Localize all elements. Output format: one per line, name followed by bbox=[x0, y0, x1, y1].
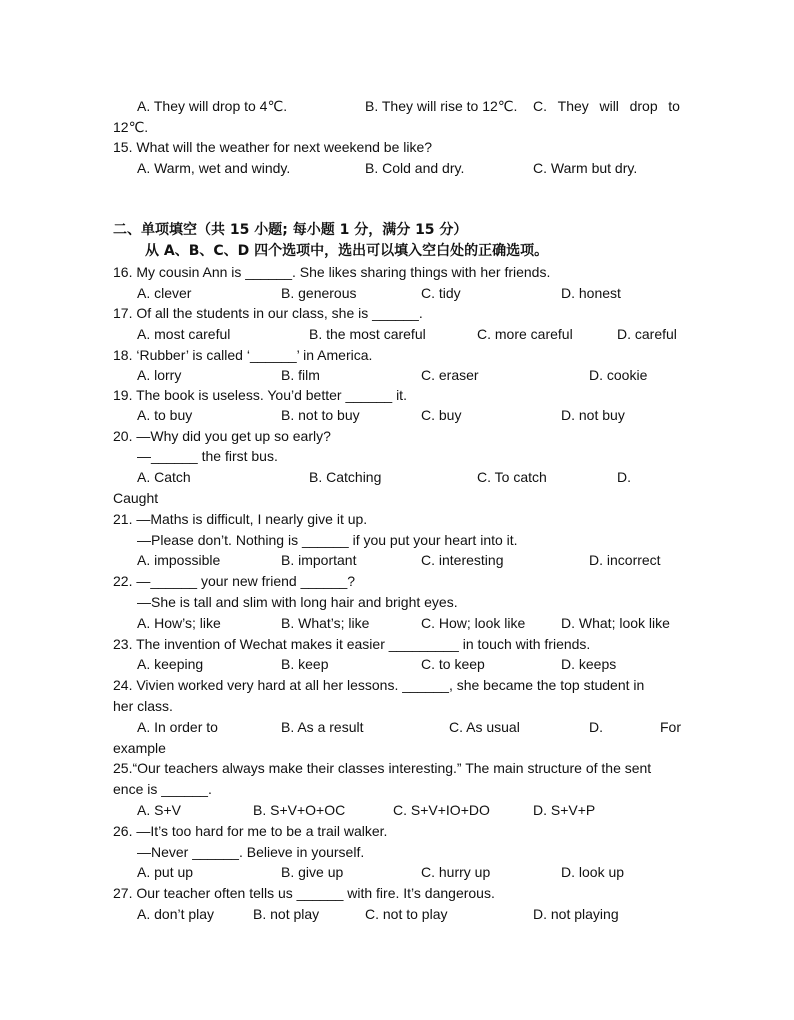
q17-option-b: B. the most careful bbox=[309, 326, 426, 342]
q23-option-c: C. to keep bbox=[421, 656, 485, 672]
q24-option-d-word: For bbox=[660, 719, 681, 735]
q25-option-b: B. S+V+O+OC bbox=[253, 802, 346, 818]
q18-option-a: A. lorry bbox=[137, 367, 182, 383]
q18-option-d: D. cookie bbox=[589, 367, 648, 383]
q26-option-d: D. look up bbox=[561, 864, 625, 880]
q16-option-a: A. clever bbox=[137, 285, 192, 301]
q14-option-b: B. They will rise to 12℃. bbox=[365, 98, 518, 114]
q19-option-a: A. to buy bbox=[137, 407, 193, 423]
q15-option-b: B. Cold and dry. bbox=[365, 160, 465, 176]
q26-option-b: B. give up bbox=[281, 864, 344, 880]
q27-option-b: B. not play bbox=[253, 906, 320, 922]
q16-option-c: C. tidy bbox=[421, 285, 461, 301]
q27-option-c: C. not to play bbox=[365, 906, 448, 922]
q20-option-a: A. Catch bbox=[137, 469, 191, 485]
q22-option-d: D. What; look like bbox=[561, 615, 670, 631]
q15-stem: 15. What will the weather for next weekend be like? bbox=[113, 139, 433, 155]
q24-stem: 24. Vivien worked very hard at all her lessons. ______, she became the top student in bbox=[113, 677, 645, 693]
q20-option-b: B. Catching bbox=[309, 469, 382, 485]
q21-option-b: B. important bbox=[281, 552, 357, 568]
section-instruction: 从 A、B、C、D 四个选项中，选出可以填入空白处的正确选项。 bbox=[145, 243, 549, 259]
q25-option-a: A. S+V bbox=[137, 802, 181, 818]
q20-dialogue-line: —______ the first bus. bbox=[137, 448, 278, 464]
q24-stem-continued: her class. bbox=[113, 698, 173, 714]
q23-option-b: B. keep bbox=[281, 656, 329, 672]
q24-option-b: B. As a result bbox=[281, 719, 364, 735]
q19-option-d: D. not buy bbox=[561, 407, 625, 423]
q21-option-c: C. interesting bbox=[421, 552, 504, 568]
q24-option-a: A. In order to bbox=[137, 719, 218, 735]
q24-option-c: C. As usual bbox=[449, 719, 520, 735]
q25-option-d: D. S+V+P bbox=[533, 802, 596, 818]
q17-option-a: A. most careful bbox=[137, 326, 231, 342]
q25-stem: 25.“Our teachers always make their classes interesting.” The main structure of the sent bbox=[113, 760, 652, 776]
q19-stem: 19. The book is useless. You’d better ______ it. bbox=[113, 387, 407, 403]
q19-option-b: B. not to buy bbox=[281, 407, 360, 423]
q18-option-c: C. eraser bbox=[421, 367, 479, 383]
q18-stem: 18. ‘Rubber’ is called ‘______’ in America. bbox=[113, 347, 373, 363]
q26-stem: 26. —It’s too hard for me to be a trail walker. bbox=[113, 823, 388, 839]
q16-option-b: B. generous bbox=[281, 285, 357, 301]
q14-option-c: C. They will drop to bbox=[533, 98, 680, 114]
q23-option-a: A. keeping bbox=[137, 656, 204, 672]
q20-option-d-continued: Caught bbox=[113, 490, 159, 506]
q14-option-c-continued: 12℃. bbox=[113, 119, 149, 135]
q26-option-c: C. hurry up bbox=[421, 864, 491, 880]
q16-option-d: D. honest bbox=[561, 285, 621, 301]
q14-option-a: A. They will drop to 4℃. bbox=[137, 98, 288, 114]
q21-option-d: D. incorrect bbox=[589, 552, 661, 568]
q22-dialogue-line: —She is tall and slim with long hair and bright eyes. bbox=[137, 594, 458, 610]
q25-stem-continued: ence is ______. bbox=[113, 781, 212, 797]
q17-stem: 17. Of all the students in our class, she is ______. bbox=[113, 305, 423, 321]
q27-stem: 27. Our teacher often tells us ______ with fire. It’s dangerous. bbox=[113, 885, 495, 901]
q26-option-a: A. put up bbox=[137, 864, 194, 880]
q15-option-a: A. Warm, wet and windy. bbox=[137, 160, 291, 176]
q17-option-d: D. careful bbox=[617, 326, 677, 342]
q21-dialogue-line: —Please don’t. Nothing is ______ if you put your heart into it. bbox=[137, 532, 518, 548]
q20-option-d: D. bbox=[617, 469, 631, 485]
q18-option-b: B. film bbox=[281, 367, 320, 383]
q22-option-a: A. How’s; like bbox=[137, 615, 221, 631]
q21-stem: 21. —Maths is difficult, I nearly give it up. bbox=[113, 511, 368, 527]
q22-option-b: B. What’s; like bbox=[281, 615, 370, 631]
q22-stem: 22. —______ your new friend ______? bbox=[113, 573, 356, 589]
q15-option-c: C. Warm but dry. bbox=[533, 160, 638, 176]
q19-option-c: C. buy bbox=[421, 407, 462, 423]
q24-option-d-continued: example bbox=[113, 740, 166, 756]
section-heading: 二、单项填空（共 15 小题; 每小题 1 分，满分 15 分） bbox=[113, 222, 468, 238]
q23-option-d: D. keeps bbox=[561, 656, 617, 672]
q22-option-c: C. How; look like bbox=[421, 615, 526, 631]
q27-option-a: A. don’t play bbox=[137, 906, 215, 922]
q20-option-c: C. To catch bbox=[477, 469, 547, 485]
q23-stem: 23. The invention of Wechat makes it easier _________ in touch with friends. bbox=[113, 636, 591, 652]
q16-stem: 16. My cousin Ann is ______. She likes sharing things with her friends. bbox=[113, 264, 551, 280]
q20-stem: 20. —Why did you get up so early? bbox=[113, 428, 331, 444]
q24-option-d: D. bbox=[589, 719, 603, 735]
q25-option-c: C. S+V+IO+DO bbox=[393, 802, 490, 818]
q27-option-d: D. not playing bbox=[533, 906, 619, 922]
q26-dialogue-line: —Never ______. Believe in yourself. bbox=[137, 844, 365, 860]
q17-option-c: C. more careful bbox=[477, 326, 573, 342]
q21-option-a: A. impossible bbox=[137, 552, 221, 568]
